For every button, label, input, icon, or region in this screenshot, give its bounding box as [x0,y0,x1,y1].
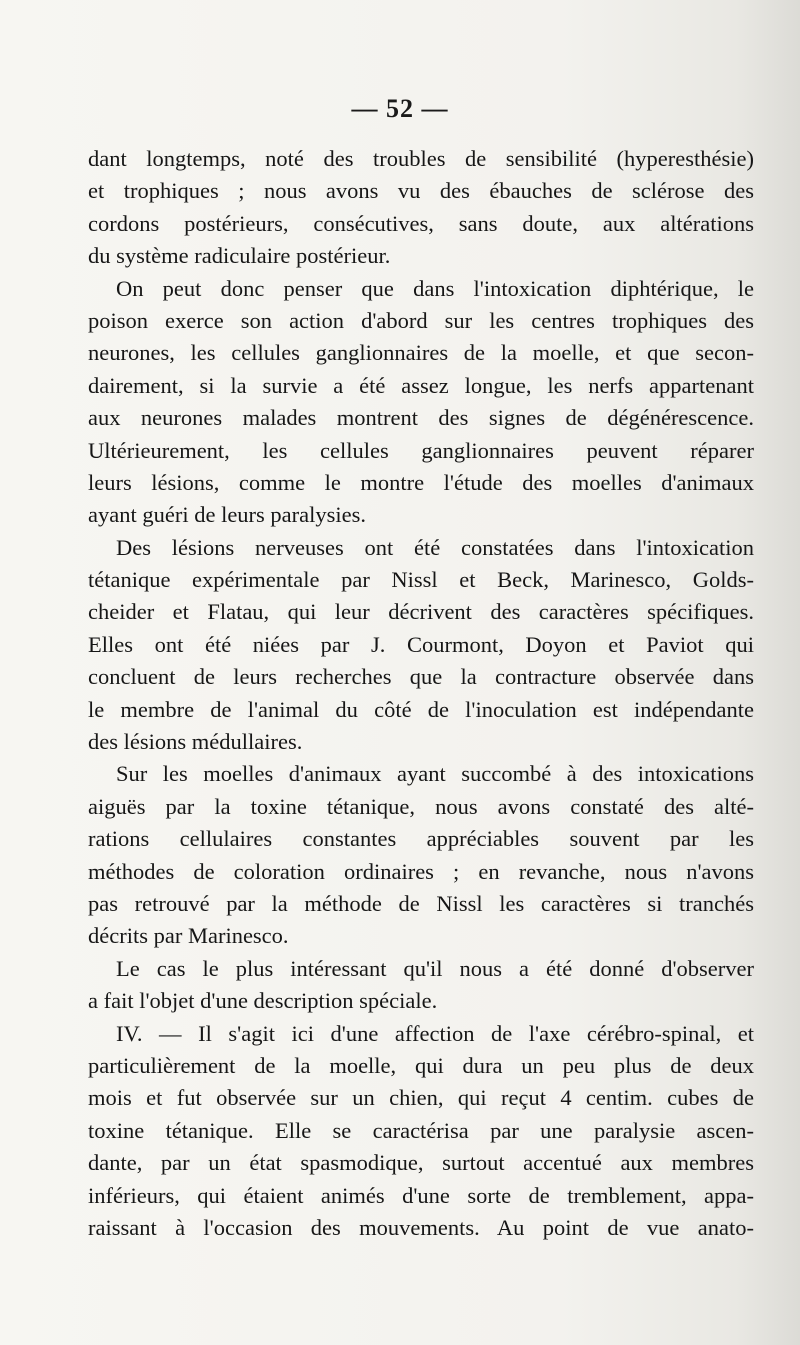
text-line: Des lésions nerveuses ont été constatées dans l'intoxication [116,534,754,560]
text-line: mois et fut observée sur un chien, qui reçut 4 centim. cubes de [88,1085,754,1111]
text-line: cordons postérieurs, consécutives, sans doute, aux altérations [88,210,754,236]
text-line: rations cellulaires constantes appréciables souvent par les [88,826,754,852]
text-line: inférieurs, qui étaient animés d'une sorte de tremblement, appa- [88,1182,754,1208]
text-line: méthodes de coloration ordinaires ; en revanche, nous n'avons [88,858,754,884]
text-line: ayant guéri de leurs paralysies. [88,502,367,528]
text-line: Sur les moelles d'animaux ayant succombé à des intoxications [116,761,754,787]
text-line: poison exerce son action d'abord sur les centres trophiques des [88,307,754,333]
text-line: neurones, les cellules ganglionnaires de la moelle, et que secon- [88,340,754,366]
text-line: pas retrouvé par la méthode de Nissl les caractères si tranchés [88,890,754,916]
text-line: particulièrement de la moelle, qui dura un peu plus de deux [88,1052,754,1078]
text-line: tétanique expérimentale par Nissl et Beck, Marinesco, Golds- [88,567,754,593]
text-line: raissant à l'occasion des mouvements. Au point de vue anato- [88,1214,754,1240]
text-line: a fait l'objet d'une description spéciale. [88,988,438,1014]
body-text [88,143,754,1244]
text-line: Le cas le plus intéressant qu'il nous a été donné d'observer [116,955,754,981]
text-line: et trophiques ; nous avons vu des ébauches de sclérose des [88,178,754,204]
text-line: dairement, si la survie a été assez longue, les nerfs appartenant [88,372,754,398]
text-line: dant longtemps, noté des troubles de sensibilité (hyperesthésie) [88,146,754,171]
text-line: cheider et Flatau, qui leur décrivent des caractères spécifiques. [88,599,754,625]
text-line: aux neurones malades montrent des signes de dégénérescence. [88,405,754,431]
text-line: aiguës par la toxine tétanique, nous avons constaté des alté- [88,793,754,819]
text-line: du système radiculaire postérieur. [88,243,391,269]
text-line: leurs lésions, comme le montre l'étude des moelles d'animaux [88,469,754,495]
text-line: des lésions médullaires. [88,729,303,755]
text-line: Elles ont été niées par J. Courmont, Doyon et Paviot qui [88,631,754,657]
page-number: — 52 — [351,94,449,123]
text-line: le membre de l'animal du côté de l'inoculation est indépendante [88,696,754,722]
text-line: toxine tétanique. Elle se caractérisa par une paralysie ascen- [88,1117,754,1143]
text-line: concluent de leurs recherches que la contracture observée dans [88,664,754,690]
text-line: On peut donc penser que dans l'intoxication diphtérique, le [116,275,754,301]
text-line: Ultérieurement, les cellules ganglionnaires peuvent réparer [88,437,754,463]
text-line: IV. — Il s'agit ici d'une affection de l'axe cérébro-spinal, et [116,1020,754,1046]
text-line: décrits par Marinesco. [88,923,289,949]
text-line: dante, par un état spasmodique, surtout accentué aux membres [88,1150,754,1176]
